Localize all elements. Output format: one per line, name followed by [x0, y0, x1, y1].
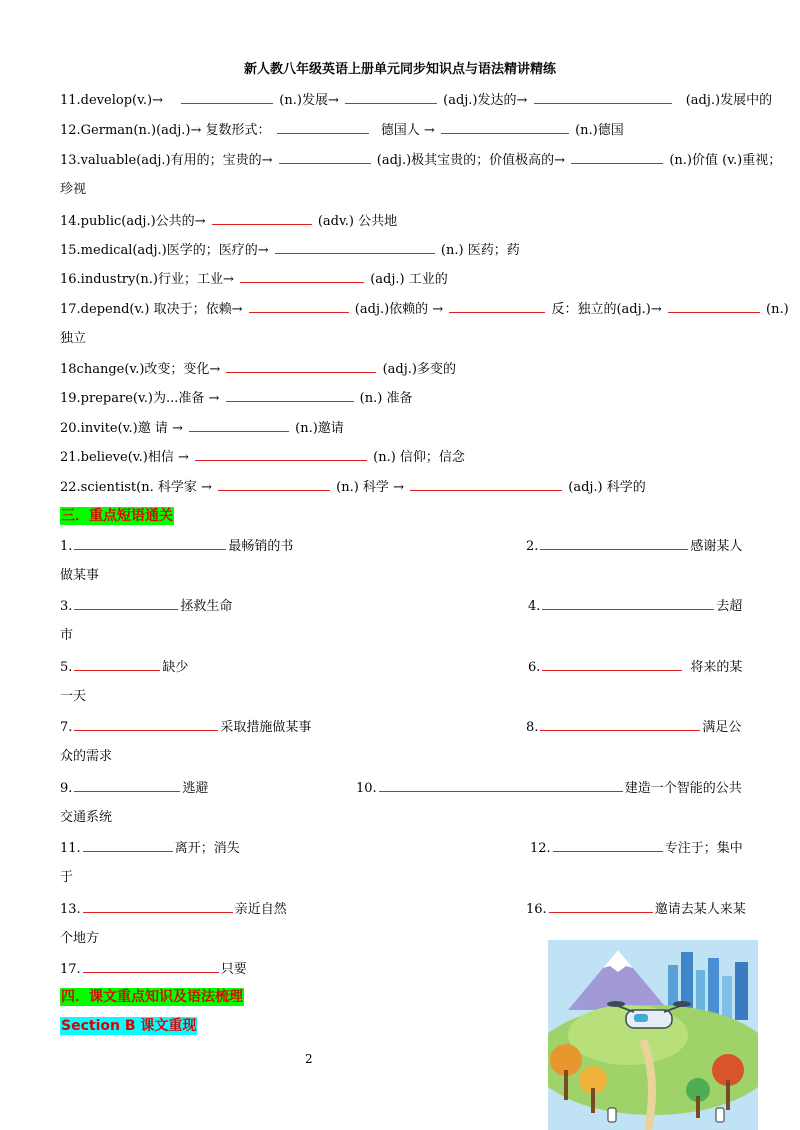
vocab-line-18: 18change(v.)改变；变化→ (adj.)多变的	[60, 359, 456, 379]
section-heading-grammar: 四．课文重点知识及语法梳理	[61, 989, 243, 1005]
phrase-11: 11. 离开；消失	[60, 838, 240, 858]
phrase-16-cont: 个地方	[60, 931, 100, 946]
phrase-12: 12. 专注于；集中	[530, 838, 743, 858]
phrase-5: 5. 缺少	[60, 657, 188, 677]
answer-blank[interactable]	[540, 717, 700, 731]
answer-blank[interactable]	[74, 536, 226, 550]
phrase-8: 8. 满足公	[526, 717, 741, 737]
vocab-line-15: 15.medical(adj.)医学的；医疗的→ (n.) 医药；药	[60, 240, 520, 260]
phrase-3: 3. 拯救生命	[60, 596, 232, 616]
answer-blank[interactable]	[83, 899, 233, 913]
phrase-7: 7. 采取措施做某事	[60, 717, 311, 737]
vocab-line-13-cont: 珍视	[60, 182, 87, 197]
phrase-2: 2. 感谢某人	[526, 536, 742, 556]
page-number: 2	[305, 1052, 313, 1066]
answer-blank[interactable]	[542, 657, 682, 671]
city-park-illustration	[548, 940, 758, 1130]
answer-blank[interactable]	[74, 596, 178, 610]
answer-blank[interactable]	[277, 120, 369, 134]
section-heading-phrases: 三．重点短语通关	[61, 508, 173, 524]
phrase-8-cont: 众的需求	[60, 749, 113, 764]
answer-blank[interactable]	[542, 596, 714, 610]
answer-blank[interactable]	[249, 299, 349, 313]
answer-blank[interactable]	[449, 299, 545, 313]
vocab-line-19: 19.prepare(v.)为...准备 → (n.) 准备	[60, 388, 412, 408]
phrase-6: 6. 将来的某	[528, 657, 742, 677]
section-heading-section-b: Section B 课文重现	[61, 1018, 197, 1034]
answer-blank[interactable]	[195, 447, 367, 461]
phrase-6-cont: 一天	[60, 689, 87, 704]
vocab-line-16: 16.industry(n.)行业；工业→ (adj.) 工业的	[60, 269, 448, 289]
answer-blank[interactable]	[83, 838, 173, 852]
answer-blank[interactable]	[540, 536, 688, 550]
phrase-10-cont: 交通系统	[60, 810, 113, 825]
vocab-line-14: 14.public(adj.)公共的→ (adv.) 公共地	[60, 211, 397, 231]
answer-blank[interactable]	[379, 778, 623, 792]
phrase-4: 4. 去超	[528, 596, 742, 616]
vocab-line-13: 13.valuable(adj.)有用的；宝贵的→ (adj.)极其宝贵的；价值极高的→ (n.)价值 (v.)重视；	[60, 150, 781, 170]
answer-blank[interactable]	[226, 359, 376, 373]
answer-blank[interactable]	[410, 477, 562, 491]
vocab-line-21: 21.believe(v.)相信 → (n.) 信仰；信念	[60, 447, 465, 467]
vocab-line-11: 11.develop(v.)→ (n.)发展→ (adj.)发达的→ (adj.)发展中的	[60, 90, 772, 110]
page-title: 新人教八年级英语上册单元同步知识点与语法精讲精练	[243, 62, 556, 77]
answer-blank[interactable]	[74, 717, 218, 731]
answer-blank[interactable]	[212, 211, 312, 225]
vocab-line-20: 20.invite(v.)邀 请 → (n.)邀请	[60, 418, 344, 438]
answer-blank[interactable]	[181, 90, 273, 104]
answer-blank[interactable]	[534, 90, 672, 104]
answer-blank[interactable]	[226, 388, 354, 402]
vocab-line-17-cont: 独立	[60, 331, 87, 346]
answer-blank[interactable]	[74, 657, 160, 671]
phrase-10: 10. 建造一个智能的公共	[356, 778, 742, 798]
vocab-line-22: 22.scientist(n. 科学家 → (n.) 科学 → (adj.) 科学的	[60, 477, 646, 497]
answer-blank[interactable]	[279, 150, 371, 164]
phrase-4-cont: 市	[60, 628, 74, 643]
answer-blank[interactable]	[553, 838, 663, 852]
answer-blank[interactable]	[240, 269, 364, 283]
answer-blank[interactable]	[668, 299, 760, 313]
answer-blank[interactable]	[345, 90, 437, 104]
phrase-12-cont: 于	[60, 870, 74, 885]
phrase-2-cont: 做某事	[60, 568, 100, 583]
phrase-16: 16. 邀请去某人来某	[526, 899, 746, 919]
phrase-17: 17. 只要	[60, 959, 247, 979]
answer-blank[interactable]	[571, 150, 663, 164]
answer-blank[interactable]	[549, 899, 653, 913]
phrase-13: 13. 亲近自然	[60, 899, 287, 919]
answer-blank[interactable]	[218, 477, 330, 491]
answer-blank[interactable]	[74, 778, 180, 792]
answer-blank[interactable]	[441, 120, 569, 134]
vocab-line-12: 12.German(n.)(adj.)→ 复数形式： 德国人 → (n.)德国	[60, 120, 624, 140]
answer-blank[interactable]	[189, 418, 289, 432]
answer-blank[interactable]	[83, 959, 219, 973]
phrase-1: 1. 最畅销的书	[60, 536, 293, 556]
phrase-9: 9. 逃避	[60, 778, 208, 798]
answer-blank[interactable]	[275, 240, 435, 254]
vocab-line-17: 17.depend(v.) 取决于；依赖→ (adj.)依赖的 → 反：独立的(adj.)→ (n.)	[60, 299, 789, 319]
